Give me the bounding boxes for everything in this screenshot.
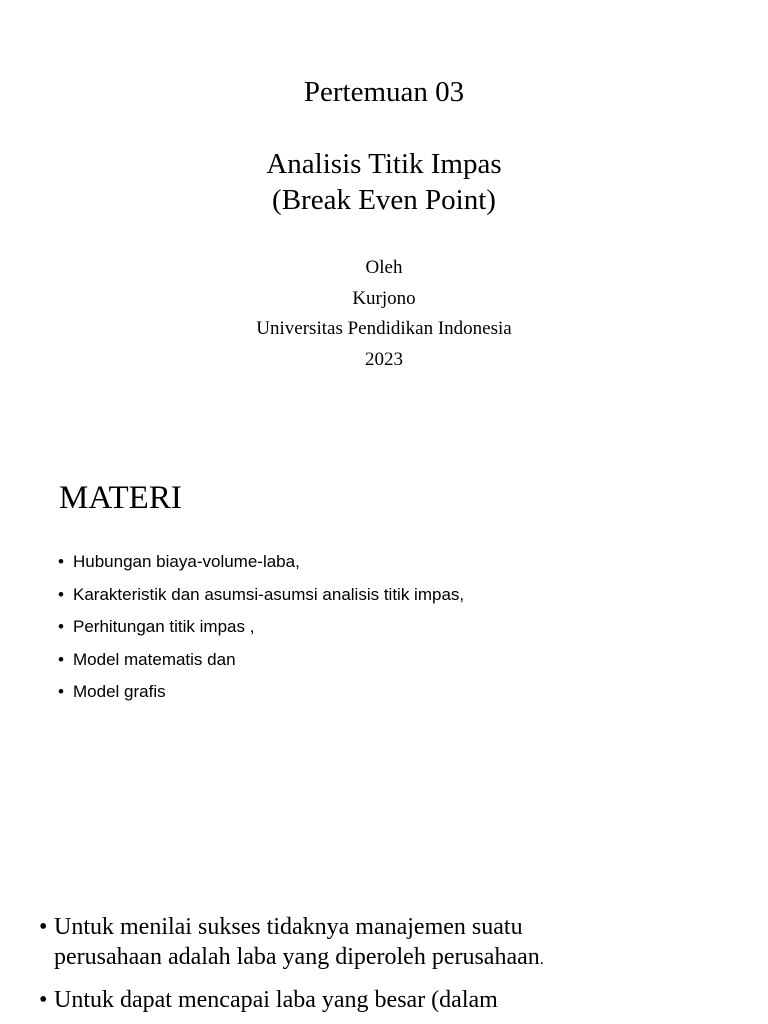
list-item: [58, 579, 464, 612]
list-item-text: Perhitungan titik impas ,: [73, 617, 255, 636]
list-item: [58, 611, 464, 644]
content-list: [39, 912, 754, 1024]
materi-list: [58, 546, 464, 709]
list-item: [58, 676, 464, 709]
materi-heading: MATERI: [59, 480, 182, 516]
bullet-icon: •: [39, 987, 48, 1013]
title-block: [0, 74, 768, 218]
item-1-line-1: Untuk menilai sukses tidaknya manajemen suatu: [54, 914, 523, 940]
author-block: [0, 253, 768, 375]
bullet-icon: •: [39, 914, 48, 940]
title-spacer: [0, 110, 768, 146]
list-item-text: Model matematis dan: [73, 649, 236, 669]
list-item: [58, 546, 464, 579]
list-item: [39, 985, 754, 1015]
list-item: [39, 912, 754, 975]
bullet-icon: •: [58, 649, 64, 669]
list-item-text: Karakteristik dan asumsi-asumsi analisis titik impas,: [73, 584, 465, 604]
item-1-period: .: [539, 951, 544, 968]
item-1-line-2-text: perusahaan adalah laba yang diperoleh perusahaan: [54, 944, 540, 970]
title-line-2: (Break Even Point): [272, 184, 496, 216]
bullet-icon: •: [58, 552, 64, 571]
item-1-line-2: [54, 942, 754, 975]
title-slide: [0, 0, 768, 432]
author-name: Kurjono: [352, 287, 416, 309]
by-label: Oleh: [365, 257, 403, 278]
list-item-text: Hubungan biaya-volume-laba,: [73, 552, 300, 571]
year-label: 2023: [365, 348, 403, 370]
institution-name: Universitas Pendidikan Indonesia: [256, 318, 512, 339]
meeting-label: Pertemuan 03: [303, 76, 465, 108]
bullet-icon: •: [58, 682, 64, 701]
bullet-icon: •: [58, 617, 64, 636]
item-2-line-1: Untuk dapat mencapai laba yang besar (dalam: [54, 987, 498, 1013]
materi-slide: [0, 432, 768, 864]
content-slide: [0, 864, 768, 1024]
list-item: [58, 644, 464, 677]
list-item-text: Model grafis: [73, 682, 166, 701]
bullet-icon: •: [58, 584, 64, 604]
title-line-1: Analisis Titik Impas: [266, 148, 502, 180]
